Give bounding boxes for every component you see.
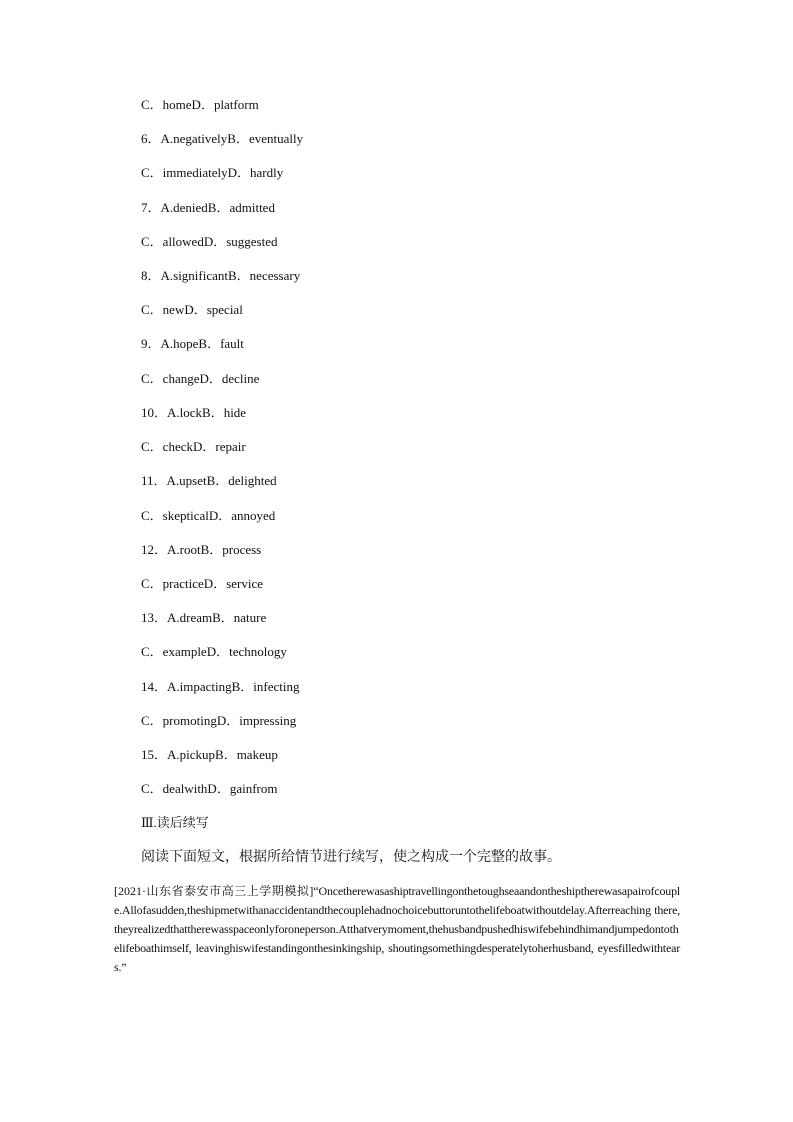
option-line: C．exampleD．technology [141, 644, 287, 659]
option-line: 12．A.rootB．process [141, 542, 262, 557]
option-line: 7．A.deniedB．admitted [141, 200, 275, 215]
option-line: 6．A.negativelyB．eventually [141, 131, 304, 146]
option-line: 14．A.impactingB．infecting [141, 679, 300, 694]
option-line: C．skepticalD．annoyed [141, 508, 276, 523]
option-line: C．allowedD．suggested [141, 234, 278, 249]
option-line: C．homeD．platform [141, 97, 259, 112]
option-line: 11．A.upsetB．delighted [141, 473, 277, 488]
option-line: C．newD．special [141, 302, 243, 317]
passage-paragraph [114, 882, 680, 977]
option-line: 8．A.significantB．necessary [141, 268, 301, 283]
section-heading: Ⅲ.读后续写 [141, 815, 209, 830]
option-line: C．dealwithD．gainfrom [141, 781, 278, 796]
option-line: C．checkD．repair [141, 439, 246, 454]
option-line: C．practiceD．service [141, 576, 264, 591]
option-line: 9．A.hopeB．fault [141, 336, 244, 351]
option-line: C．changeD．decline [141, 371, 260, 386]
option-line: 15．A.pickupB．makeup [141, 747, 278, 762]
option-line: C．promotingD．impressing [141, 713, 297, 728]
instruction-text: 阅读下面短文，根据所给情节进行续写，使之构成一个完整的故事。 [141, 850, 561, 865]
passage-text: “Oncetherewasashiptravellingonthetoughseaandontheshiptherewasapairofcouple.Allofasudden,theshipmetwithanaccidentandthecouplehadnochoicebuttoruntothelifeboatwithoutdelay.Afterreaching there, theyrealizedthattherewasspaceonlyforoneperson.Atthatverymoment,thehusbandpushedhiswifebehindhimandjumpedontothelifeboathimself, leavinghiswifestandingonthesinkingship, shoutingsomethingdesperatelytoherhusband, eyesfilledwithtears.” [114, 884, 680, 974]
option-line: 13．A.dreamB．nature [141, 610, 267, 625]
option-line: C．immediatelyD．hardly [141, 165, 284, 180]
passage-source: [2021·山东省泰安市高三上学期模拟] [114, 884, 314, 898]
option-line: 10．A.lockB．hide [141, 405, 247, 420]
